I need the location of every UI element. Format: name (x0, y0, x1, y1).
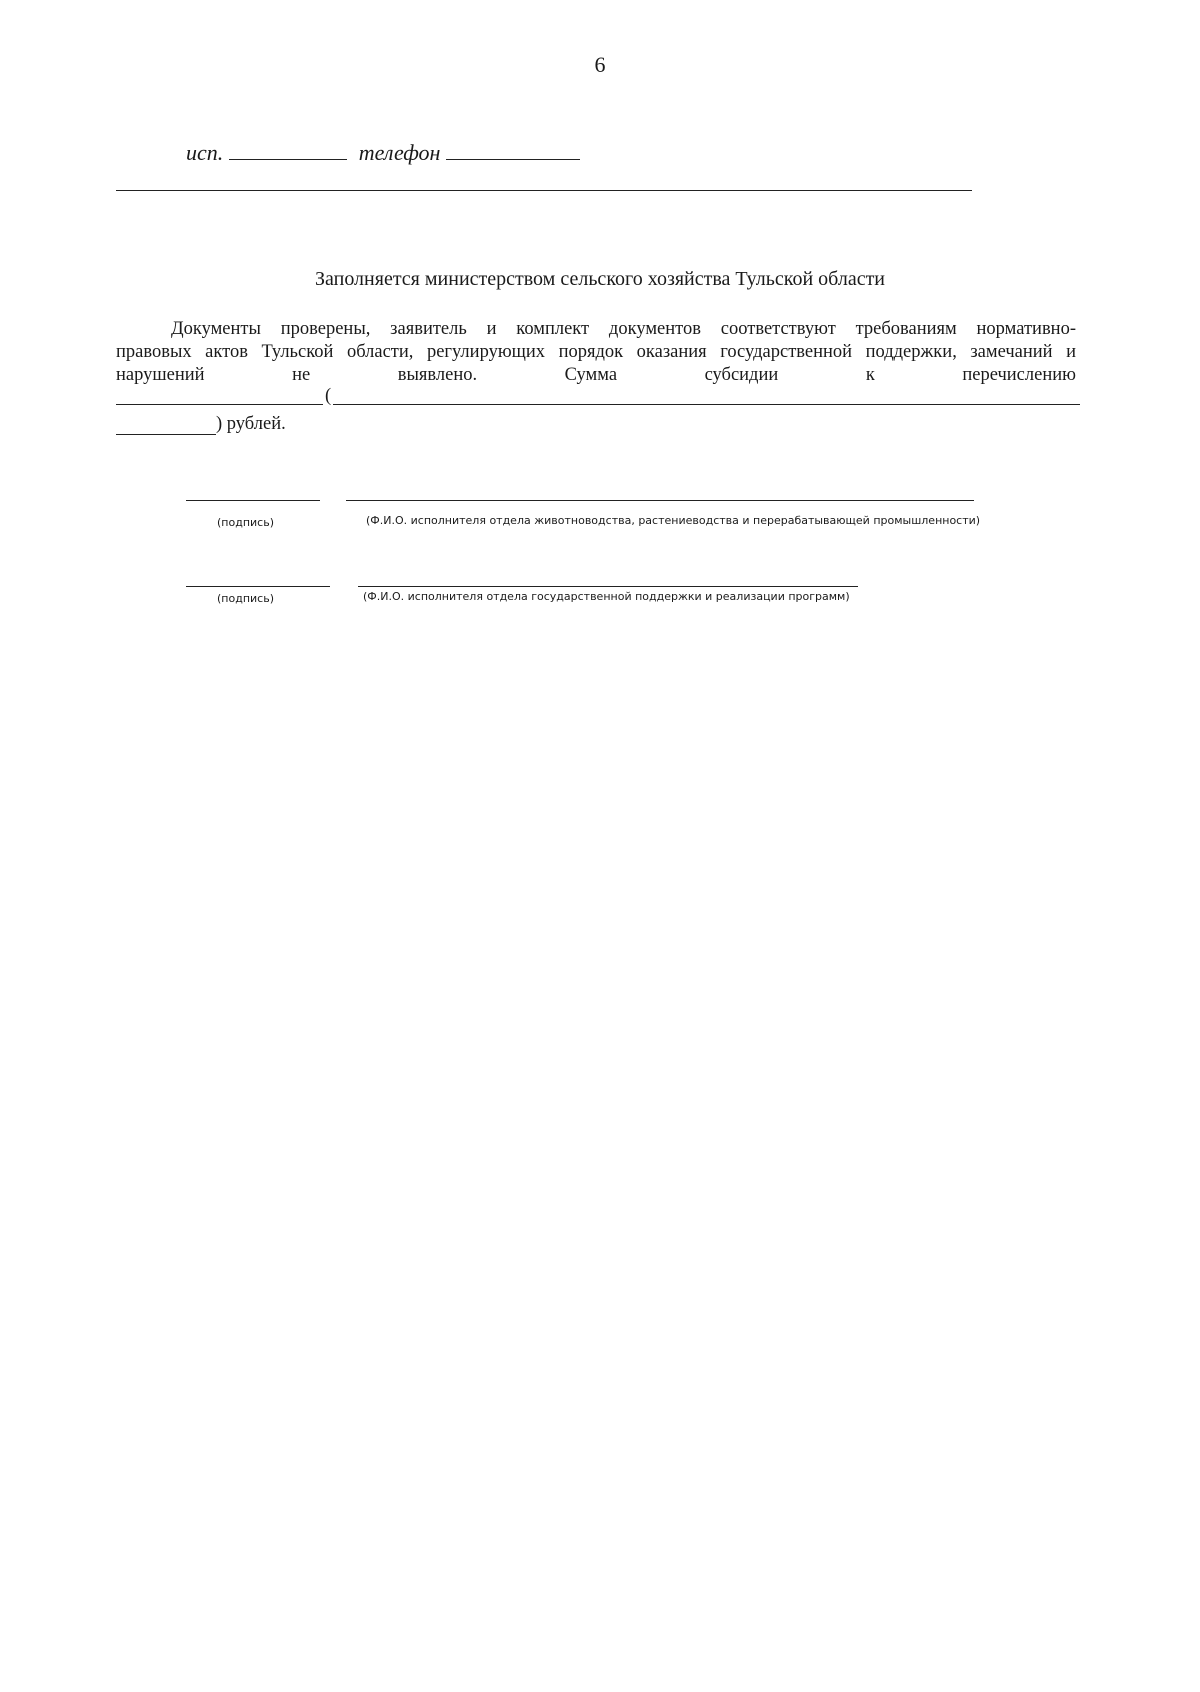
executor-label: исп. (186, 140, 224, 165)
signature-caption-1: (подпись) (217, 516, 274, 529)
paragraph-word: нарушений (116, 365, 205, 385)
phone-label: телефон (358, 140, 441, 165)
paragraph-word: выявлено. (397, 365, 478, 385)
paragraph-line-2: правовых актов Тульской области, регулирующих порядок оказания государственной поддержки, замечаний и (116, 342, 1076, 362)
ministry-section-title: Заполняется министерством сельского хозяйства Тульской области (314, 268, 886, 290)
name-caption-1: (Ф.И.О. исполнителя отдела животноводства, растениеводства и перерабатывающей промышленности) (366, 514, 981, 527)
section-divider (116, 190, 972, 191)
verification-paragraph (116, 318, 1076, 387)
rubles-label: ) рублей. (216, 414, 286, 434)
open-parenthesis: ( (325, 386, 332, 406)
rubles-row (116, 414, 286, 435)
paragraph-word: перечислению (962, 365, 1076, 385)
subsidy-amount-digits-blank[interactable] (116, 386, 323, 405)
phone-blank[interactable] (446, 158, 580, 160)
name-caption-2: (Ф.И.О. исполнителя отдела государственной поддержки и реализации программ) (363, 590, 850, 603)
executor-contact-row (186, 140, 580, 166)
name-line-1[interactable] (346, 500, 974, 501)
signature-line-1[interactable] (186, 500, 320, 501)
page-number: 6 (594, 52, 606, 77)
name-line-2[interactable] (358, 586, 858, 587)
paragraph-line-3 (116, 364, 1076, 387)
paragraph-line-1: Документы проверены, заявитель и комплект документов соответствуют требованиям нормативно- (171, 319, 1076, 339)
paragraph-word: Сумма (564, 365, 618, 385)
subsidy-amount-words-blank[interactable] (333, 386, 1080, 405)
executor-blank[interactable] (229, 158, 347, 160)
signature-line-2[interactable] (186, 586, 330, 587)
paragraph-word: субсидии (704, 365, 779, 385)
paragraph-word: к (865, 365, 875, 385)
subsidy-amount-row (116, 386, 1080, 405)
subsidy-amount-words-continued-blank[interactable] (116, 416, 216, 435)
signature-caption-2: (подпись) (217, 592, 274, 605)
paragraph-word: не (292, 365, 311, 385)
